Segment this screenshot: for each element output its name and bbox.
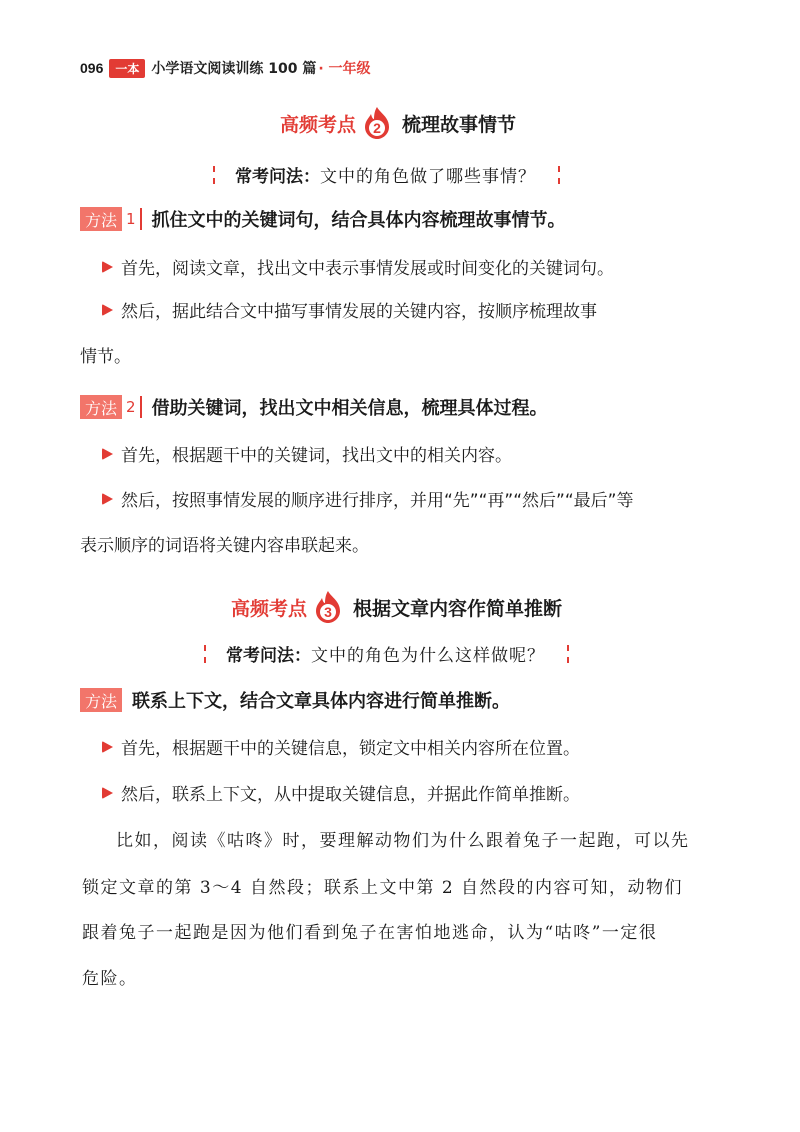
bullet-text: 首先，阅读文章，找出文中表示事情发展或时间变化的关键词句。: [121, 259, 614, 279]
book-title: 小学语文阅读训练 100 篇: [151, 61, 317, 77]
section-label: 高频考点: [280, 113, 357, 136]
question-label: 常考问法：: [226, 646, 311, 666]
flame-icon: [313, 590, 343, 624]
section-label: 高频考点: [231, 597, 308, 620]
bullet-item: [102, 486, 633, 511]
example-line: 跟着兔子一起跑是因为他们看到兔子在害怕地逃命，认为“咕咚”一定很: [82, 923, 658, 943]
section-title-text: 根据文章内容作简单推断: [353, 597, 563, 620]
common-question-3: [204, 641, 571, 666]
bullet-icon: [102, 304, 113, 316]
section-title-3: [231, 590, 562, 624]
example-line: 危险。: [82, 969, 138, 989]
method-number: 1: [122, 208, 142, 230]
bullet-item: [102, 780, 580, 805]
bullet-icon: [102, 787, 113, 799]
method-text: 借助关键词，找出文中相关信息，梳理具体过程。: [151, 398, 548, 419]
example-line: 比如，阅读《咕咚》时，要理解动物们为什么跟着兔子一起跑，可以先: [116, 831, 690, 851]
page-number: 096: [80, 60, 104, 76]
bullet-icon: [102, 493, 113, 505]
example-line: 锁定文章的第 3～4 自然段；联系上文中第 2 自然段的内容可知，动物们: [82, 878, 684, 898]
method-text: 抓住文中的关键词句，结合具体内容梳理故事情节。: [151, 210, 566, 231]
bullet-text: 首先，根据题干中的关键词，找出文中的相关内容。: [121, 446, 512, 466]
method-3: [80, 687, 510, 713]
bullet-continuation: 表示顺序的词语将关键内容串联起来。: [80, 536, 369, 556]
bullet-icon: [102, 261, 113, 273]
bullet-continuation: 情节。: [80, 347, 131, 367]
method-badge: 方法: [80, 395, 122, 419]
method-1: [80, 206, 566, 232]
method-badge: 方法: [80, 207, 122, 231]
question-text: 文中的角色为什么这样做呢？: [311, 646, 545, 666]
flame-icon: [362, 106, 392, 140]
method-badge: 方法: [80, 688, 122, 712]
bullet-item: [102, 734, 580, 759]
section-number: 2: [373, 120, 381, 136]
dashed-bar-left: [204, 645, 208, 663]
bullet-text: 然后，按照事情发展的顺序进行排序，并用“先”“再”“然后”“最后”等: [121, 491, 634, 511]
bullet-text: 然后，联系上下文，从中提取关键信息，并据此作简单推断。: [121, 785, 580, 805]
section-title-text: 梳理故事情节: [402, 113, 517, 136]
bullet-item: [102, 254, 614, 279]
section-number: 3: [324, 604, 332, 620]
bullet-icon: [102, 741, 113, 753]
bullet-item: [102, 297, 597, 322]
grade-label: · 一年级: [318, 61, 371, 77]
bullet-item: [102, 441, 512, 466]
bullet-text: 然后，据此结合文中描写事情发展的关键内容，按顺序梳理故事: [121, 302, 597, 322]
dashed-bar-left: [213, 166, 217, 184]
dashed-bar-right: [558, 166, 562, 184]
section-title-2: [280, 106, 516, 140]
question-text: 文中的角色做了哪些事情？: [320, 167, 536, 187]
method-2: [80, 394, 548, 420]
dashed-bar-right: [567, 645, 571, 663]
common-question-2: [213, 162, 562, 187]
bullet-icon: [102, 448, 113, 460]
method-text: 联系上下文，结合文章具体内容进行简单推断。: [132, 691, 511, 712]
bullet-text: 首先，根据题干中的关键信息，锁定文中相关内容所在位置。: [121, 739, 580, 759]
brand-badge: 一本: [109, 59, 145, 78]
question-label: 常考问法：: [235, 167, 320, 187]
method-number: 2: [122, 396, 142, 418]
page-header: [80, 58, 371, 78]
